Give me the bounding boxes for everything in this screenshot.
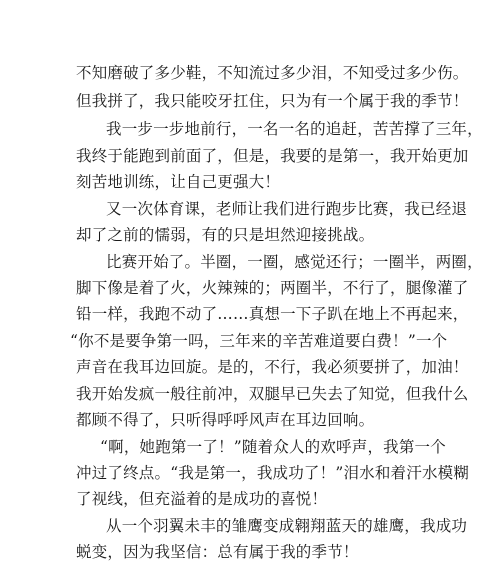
text-line: 不知磨破了多少鞋，不知流过多少泪，不知受过多少伤。 [76, 64, 469, 82]
text-line: 了视线，但充溢着的是成功的喜悦！ [76, 490, 328, 508]
text-line: “啊，她跑第一了！”随着众人的欢呼声，我第一个 [100, 438, 446, 456]
text-line: 我一步一步地前行，一名一名的追赶，苦苦撑了三年， [106, 120, 483, 138]
text-line: 我开始发疯一般往前冲，双腿早已失去了知觉，但我什么 [76, 385, 469, 403]
text-line: 又一次体育课，老师让我们进行跑步比赛，我已经退 [106, 200, 468, 218]
text-line: 但我拼了，我只能咬牙扛住，只为有一个属于我的季节！ [76, 92, 469, 110]
text-line: “你不是要争第一吗，三年来的辛苦难道要白费！”一个 [70, 332, 448, 350]
text-line: 却了之前的懦弱，有的只是坦然迎接挑战。 [76, 226, 375, 244]
text-line: 比赛开始了。半圈，一圈，感觉还行；一圈半，两圈， [106, 253, 483, 271]
text-line: 蜕变，因为我坚信：总有属于我的季节！ [76, 543, 359, 561]
text-line: 冲过了终点。“我是第一，我成功了！”泪水和着汗水模糊 [76, 464, 470, 482]
text-line: 铅一样，我跑不动了……真想一下子趴在地上不再起来， [76, 305, 469, 323]
text-line: 我终于能跑到前面了，但是，我要的是第一，我开始更加 [76, 147, 469, 165]
text-line: 声音在我耳边回旋。是的，不行，我必须要拼了，加油！ [76, 358, 469, 376]
text-line: 脚下像是着了火，火辣辣的；两圈半，不行了，腿像灌了 [76, 279, 469, 297]
text-line: 从一个羽翼未丰的雏鹰变成翱翔蓝天的雄鹰，我成功 [106, 517, 468, 535]
text-line: 刻苦地训练，让自己更强大！ [76, 173, 281, 191]
text-line: 都顾不得了，只听得呼呼风声在耳边回响。 [76, 411, 375, 429]
